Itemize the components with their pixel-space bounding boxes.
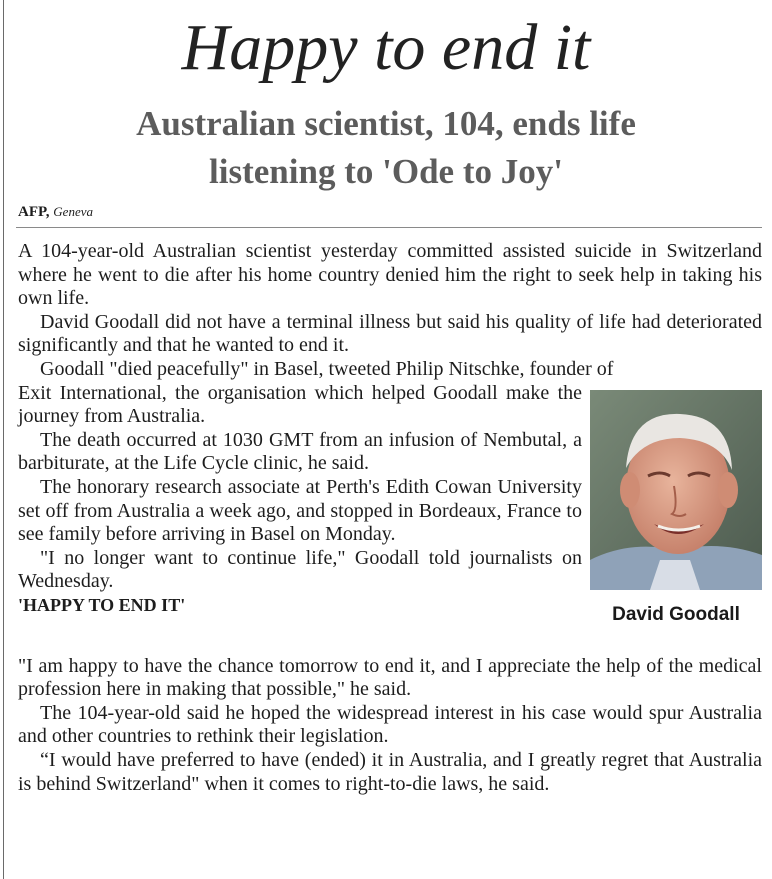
paragraph-9: “I would have preferred to have (ended) it in Australia, and I greatly regret that Australia is behind Switzerland" when it comes to right-to-die laws, he said.: [18, 748, 762, 795]
paragraph-6: "I no longer want to continue life," Goodall told journalists on Wednesday.: [18, 546, 582, 593]
article-body: [18, 240, 762, 796]
paragraph-8: The 104-year-old said he hoped the widespread interest in his case would spur Australia and other countries to rethink their legislation.: [18, 701, 762, 748]
photo-caption: David Goodall: [612, 603, 740, 625]
deck-line-2: listening to 'Ode to Joy': [209, 152, 563, 191]
paragraph-3-continued: Exit International, the organisation which helped Goodall make the journey from Australia.: [18, 381, 582, 428]
paragraph-4: The death occurred at 1030 GMT from an infusion of Nembutal, a barbiturate, at the Life Cycle clinic, he said.: [18, 428, 582, 475]
paragraph-7: "I am happy to have the chance tomorrow to end it, and I appreciate the help of the medical profession here in making that possible," he said.: [18, 654, 762, 701]
deck: [0, 100, 772, 196]
paragraph-5: The honorary research associate at Perth's Edith Cowan University set off from Australia a week ago, and stopped in Bordeaux, France to see family before arriving in Basel on Monday.: [18, 475, 582, 546]
byline: [18, 202, 93, 222]
deck-line-1: Australian scientist, 104, ends life: [136, 104, 636, 143]
byline-place: Geneva: [53, 204, 93, 219]
paragraph-2: David Goodall did not have a terminal illness but said his quality of life had deteriorated significantly and that he wanted to end it.: [18, 310, 762, 357]
byline-divider: [16, 227, 762, 228]
byline-agency: AFP,: [18, 204, 50, 220]
subhead: 'HAPPY TO END IT': [18, 594, 186, 615]
headline: Happy to end it: [181, 11, 591, 84]
paragraph-1: A 104-year-old Australian scientist yesterday committed assisted suicide in Switzerland where he went to die after his home country denied him the right to seek help in taking his own life.: [18, 240, 762, 310]
portrait-photo: [590, 390, 762, 590]
paragraph-3-lead: Goodall "died peacefully" in Basel, tweeted Philip Nitschke, founder of: [40, 357, 614, 380]
portrait-illustration: [590, 390, 762, 590]
photo-block: [590, 390, 762, 655]
